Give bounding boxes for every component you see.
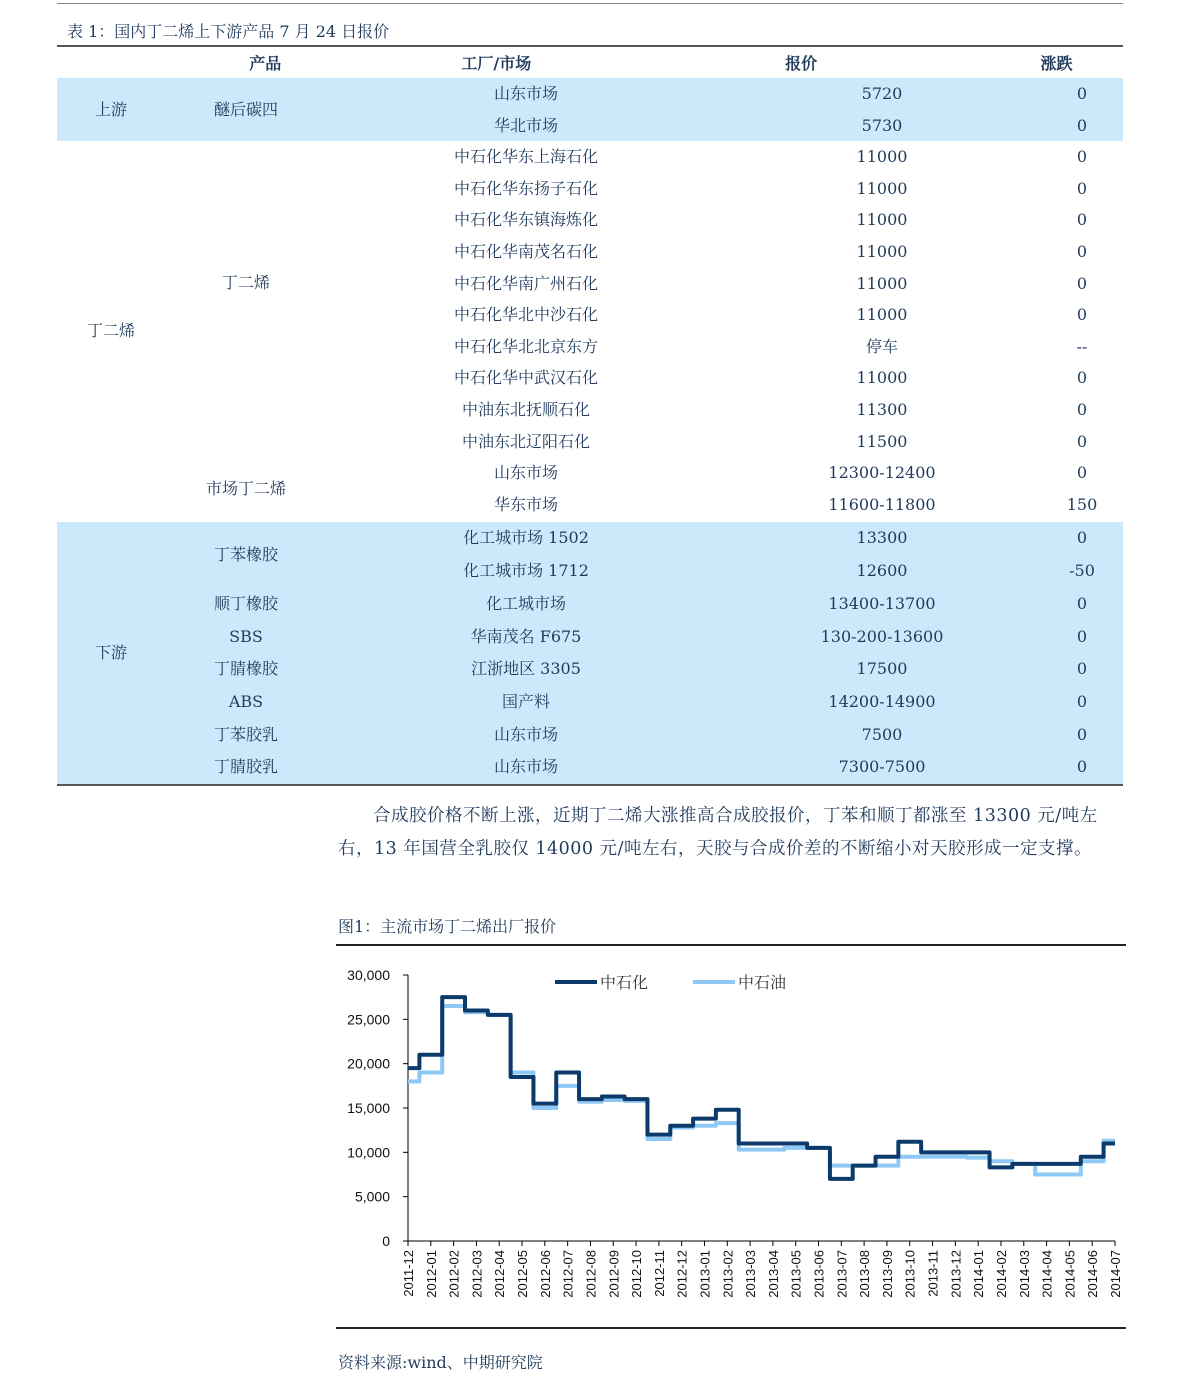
product-cell: 市场丁二烯	[205, 479, 286, 499]
factory-cell: 山东市场	[493, 724, 558, 744]
x-tick-label: 2013-02	[720, 1250, 736, 1298]
x-tick-label: 2012-12	[674, 1250, 690, 1298]
legend-label: 中石油	[738, 975, 787, 992]
product-cell: 丁苯胶乳	[213, 724, 278, 744]
change-cell: 0	[1076, 368, 1088, 388]
price-cell: 14200-14900	[828, 691, 936, 711]
price-cell: 11000	[856, 368, 908, 388]
factory-cell: 国产料	[501, 691, 550, 711]
factory-cell: 中石化华中武汉石化	[453, 368, 598, 388]
y-tick-label: 30,000	[347, 967, 390, 983]
figure-bottom-rule	[336, 1327, 1126, 1329]
x-tick-label: 2012-07	[560, 1250, 576, 1298]
y-tick-label: 20,000	[347, 1055, 390, 1072]
price-cell: 11000	[856, 273, 908, 293]
change-cell: 0	[1076, 242, 1088, 261]
butadiene-price-chart	[330, 955, 1130, 1330]
factory-cell: 华东市场	[493, 494, 558, 514]
price-cell: 13400-13700	[828, 593, 936, 613]
price-table	[57, 47, 1123, 78]
change-cell: 0	[1076, 463, 1088, 483]
factory-cell: 华北市场	[493, 115, 558, 135]
x-tick-label: 2014-01	[971, 1250, 987, 1298]
series-line-1	[408, 1006, 1115, 1174]
factory-cell: 江浙地区 3305	[471, 659, 581, 679]
header-factory: 工厂/市场	[461, 54, 532, 73]
factory-cell: 中石化华东镇海炼化	[453, 210, 598, 230]
x-tick-label: 2013-04	[765, 1250, 781, 1298]
factory-cell: 中石化华北北京东方	[453, 336, 598, 356]
price-cell: 11500	[856, 431, 908, 451]
price-cell: 11000	[856, 210, 908, 230]
segment-butadiene: 丁二烯	[86, 321, 135, 341]
change-cell: 0	[1076, 593, 1088, 613]
segment-downstream: 下游	[94, 643, 127, 663]
change-cell: 0	[1076, 757, 1088, 777]
x-tick-label: 2014-02	[993, 1250, 1009, 1298]
x-tick-label: 2011-12	[401, 1250, 416, 1297]
x-tick-label: 2012-06	[537, 1250, 553, 1298]
product-cell: 醚后碳四	[213, 100, 278, 119]
change-cell: 0	[1076, 115, 1088, 135]
factory-cell: 中石化华南广州石化	[453, 273, 598, 293]
x-tick-label: 2012-10	[629, 1250, 645, 1298]
price-cell: 5730	[861, 115, 903, 135]
factory-cell: 山东市场	[493, 463, 558, 483]
header-change: 涨跌	[1040, 54, 1073, 73]
price-cell: 5720	[861, 84, 903, 103]
x-tick-label: 2013-09	[879, 1250, 895, 1298]
factory-cell: 中石化华北中沙石化	[453, 305, 598, 325]
x-tick-label: 2012-02	[446, 1250, 462, 1298]
change-cell: 0	[1076, 273, 1088, 293]
change-cell: 0	[1076, 147, 1088, 167]
change-cell: 0	[1076, 724, 1088, 744]
change-cell: 0	[1076, 659, 1088, 679]
price-cell: 11300	[856, 400, 908, 419]
header-price: 报价	[785, 54, 818, 73]
factory-cell: 中石化华东扬子石化	[453, 178, 598, 198]
body-paragraph: 合成胶价格不断上涨，近期丁二烯大涨推高合成胶报价，丁苯和顺丁都涨至 13300 元/吨左右，13 年国营全乳胶仅 14000 元/吨左右，天胶与合成价差的不断缩小对天胶形成一定支撑。	[338, 806, 1098, 859]
x-tick-label: 2014-04	[1039, 1250, 1055, 1298]
table-title: 表 1：国内丁二烯上下游产品 7 月 24 日报价	[67, 22, 390, 41]
price-cell: 12600	[856, 561, 908, 581]
y-tick-label: 5,000	[354, 1188, 390, 1205]
figure-source: 资料来源:wind、中期研究院	[338, 1353, 543, 1372]
segment-upstream: 上游	[94, 100, 127, 119]
change-cell: 0	[1076, 626, 1088, 646]
x-tick-label: 2012-05	[515, 1250, 531, 1298]
factory-cell: 化工城市场 1712	[463, 561, 589, 581]
price-cell: 13300	[856, 528, 908, 548]
price-cell: 7500	[861, 724, 903, 744]
table-header-row	[57, 47, 1123, 78]
product-cell: ABS	[228, 691, 264, 711]
x-tick-label: 2013-01	[697, 1250, 713, 1298]
x-tick-label: 2013-06	[811, 1250, 827, 1298]
price-cell: 12300-12400	[828, 463, 936, 483]
factory-cell: 中油东北辽阳石化	[461, 431, 590, 451]
x-tick-label: 2013-12	[948, 1250, 964, 1298]
change-cell: 0	[1076, 691, 1088, 711]
product-cell: 丁腈胶乳	[213, 757, 278, 777]
top-rule	[57, 3, 1123, 4]
price-cell: 11000	[856, 242, 908, 261]
x-tick-label: 2013-05	[788, 1250, 804, 1298]
x-tick-label: 2014-05	[1062, 1250, 1078, 1298]
x-tick-label: 2013-07	[834, 1250, 850, 1298]
factory-cell: 中石化华东上海石化	[453, 147, 598, 167]
product-cell: 丁腈橡胶	[213, 659, 278, 679]
y-tick-label: 15,000	[347, 1100, 390, 1116]
price-cell: 17500	[856, 659, 908, 679]
price-cell: 停车	[865, 336, 898, 356]
change-cell: 0	[1076, 305, 1088, 325]
x-tick-label: 2012-09	[606, 1250, 622, 1298]
change-cell: 0	[1076, 210, 1088, 230]
y-tick-label: 0	[382, 1233, 390, 1249]
factory-cell: 华南茂名 F675	[470, 626, 582, 646]
x-tick-label: 2014-06	[1085, 1250, 1101, 1298]
product-cell: 丁苯橡胶	[213, 545, 278, 565]
x-tick-label: 2012-08	[583, 1250, 599, 1298]
product-cell: 顺丁橡胶	[213, 593, 278, 613]
factory-cell: 中油东北抚顺石化	[461, 400, 590, 419]
x-tick-label: 2013-08	[857, 1250, 873, 1298]
x-tick-label: 2012-01	[423, 1250, 439, 1298]
price-cell: 7300-7500	[838, 757, 926, 777]
product-cell: 丁二烯	[221, 273, 270, 293]
price-cell: 11000	[856, 178, 908, 198]
x-tick-label: 2013-10	[902, 1250, 918, 1298]
change-cell: 0	[1076, 431, 1088, 451]
x-tick-label: 2014-03	[1016, 1250, 1032, 1298]
x-tick-label: 2012-04	[492, 1250, 508, 1298]
factory-cell: 山东市场	[493, 84, 558, 103]
price-cell: 130-200-13600	[820, 626, 944, 646]
x-tick-label: 2012-11	[651, 1250, 667, 1297]
y-tick-label: 25,000	[347, 1011, 390, 1028]
factory-cell: 中石化华南茂名石化	[453, 242, 598, 261]
figure-top-rule	[336, 944, 1126, 946]
change-cell: 0	[1076, 84, 1088, 103]
x-tick-label: 2014-07	[1108, 1250, 1123, 1298]
change-cell: 0	[1076, 178, 1088, 198]
header-product: 产品	[249, 54, 282, 73]
change-cell: -50	[1069, 561, 1095, 581]
x-tick-label: 2013-11	[925, 1250, 941, 1297]
factory-cell: 化工城市场 1502	[463, 528, 589, 548]
price-cell: 11000	[856, 305, 908, 325]
x-tick-label: 2012-03	[469, 1250, 485, 1298]
y-tick-label: 10,000	[347, 1144, 390, 1161]
legend-label: 中石化	[600, 975, 649, 992]
factory-cell: 山东市场	[493, 757, 558, 777]
product-cell: SBS	[229, 626, 263, 646]
figure-title: 图1：主流市场丁二烯出厂报价	[338, 917, 557, 936]
price-cell: 11600-11800	[828, 494, 936, 514]
change-cell: 150	[1066, 494, 1098, 514]
change-cell: --	[1076, 336, 1088, 356]
change-cell: 0	[1076, 400, 1088, 419]
change-cell: 0	[1076, 528, 1088, 548]
x-tick-label: 2013-03	[743, 1250, 759, 1298]
factory-cell: 化工城市场	[485, 593, 566, 613]
price-cell: 11000	[856, 147, 908, 167]
table-bottom-rule	[57, 784, 1123, 786]
header-segment	[57, 47, 150, 78]
